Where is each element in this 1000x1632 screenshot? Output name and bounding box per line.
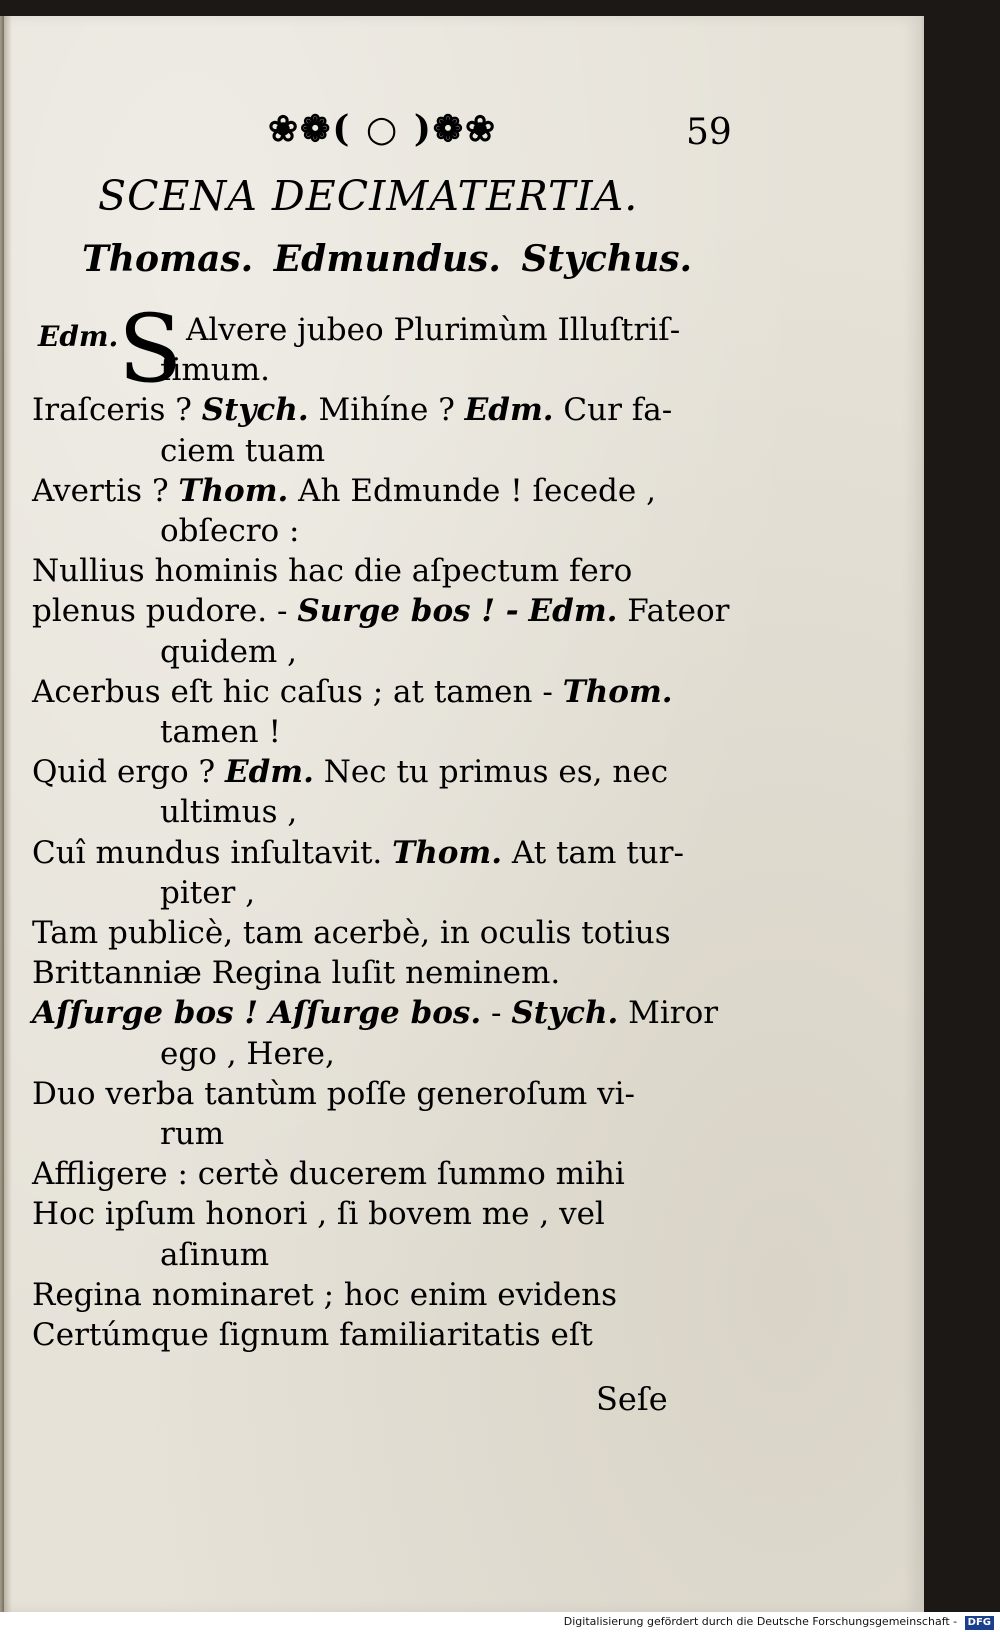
speaker-label: Thom. xyxy=(562,673,673,710)
verse-fragment: ciem tuam xyxy=(160,432,326,469)
verse-line xyxy=(32,1156,625,1192)
digitization-footer xyxy=(0,1612,1000,1632)
verse-fragment: - xyxy=(481,995,512,1032)
verse-fragment: Quid ergo ? xyxy=(32,754,225,791)
verse-fragment: Duo verba tantùm poſſe generoſum vi- xyxy=(32,1075,636,1112)
verse-line xyxy=(32,392,672,428)
verse-line xyxy=(32,955,560,991)
verse-line xyxy=(160,513,299,549)
verse-line xyxy=(32,915,671,951)
character-list: Thomas. Edmundus. Stychus. xyxy=(82,238,693,280)
verse-fragment: Acerbus eſt hic caſus ; at tamen - xyxy=(32,673,563,710)
verse-fragment: tamen ! xyxy=(160,714,281,750)
verse-fragment: rum xyxy=(160,1116,225,1152)
verse-line xyxy=(32,473,656,509)
verse-fragment: Avertis ? xyxy=(32,472,179,509)
speaker-label: Thom. xyxy=(178,472,289,509)
verse-fragment: Ah Edmunde ! ſecede , xyxy=(288,472,656,509)
first-speaker: Edm. xyxy=(38,320,119,353)
verse-fragment: Cuî mundus inſultavit. xyxy=(32,834,393,871)
verse-fragment: Hoc ipſum honori , ſi bovem me , vel xyxy=(32,1196,605,1233)
verse-line xyxy=(160,433,325,469)
verse-fragment: At tam tur- xyxy=(502,834,684,871)
verse-fragment: Mihíne ? xyxy=(308,392,465,429)
footer-text: Digitalisierung gefördert durch die Deutsche Forschungsgemeinschaft - xyxy=(563,1615,958,1628)
catchword: Seſe xyxy=(596,1380,668,1418)
speaker-label: Stych. xyxy=(511,995,619,1032)
drop-cap: S xyxy=(118,295,183,404)
verse-fragment: Nec tu primus es, nec xyxy=(313,754,669,791)
speaker-label: Edm. xyxy=(464,392,554,429)
verse-fragment: Nullius hominis hac die aſpectum fero xyxy=(32,553,633,590)
dfg-logo: DFG xyxy=(965,1616,994,1630)
verse-line xyxy=(160,1116,224,1152)
verse-fragment: ultimus , xyxy=(160,794,298,831)
verse-fragment: Alvere jubeo Plurimùm Illuſtriſ- xyxy=(186,312,681,348)
verse-fragment: Cur fa- xyxy=(553,392,673,429)
verse-line xyxy=(32,593,729,629)
speaker-label: Stych. xyxy=(201,392,309,429)
verse-fragment: piter , xyxy=(160,874,256,911)
verse-line xyxy=(32,1076,635,1112)
verse-fragment: Certúmque ſignum familiaritatis eſt xyxy=(32,1317,593,1353)
verse-fragment: Miror xyxy=(618,995,719,1032)
verse-line xyxy=(160,714,281,750)
speaker-label: Aſſurge bos ! Aſſurge bos. xyxy=(32,995,482,1032)
speaker-label: Thom. xyxy=(392,834,503,871)
verse-fragment: Fateor xyxy=(617,593,730,630)
verse-line xyxy=(32,553,632,589)
scene-title: SCENA DECIMATERTIA. xyxy=(98,172,639,220)
verse-line xyxy=(32,835,684,871)
verse-fragment xyxy=(519,593,529,629)
page-number: 59 xyxy=(686,112,732,153)
verse-line xyxy=(32,1277,617,1313)
verse-line xyxy=(32,754,668,790)
verse-fragment: Affligere : certè ducerem ſummo mihi xyxy=(32,1156,625,1193)
speaker-label: Surge bos ! - xyxy=(297,593,519,630)
verse-line xyxy=(32,1317,593,1353)
header-ornament: ❀❁( ○ )❁❀ xyxy=(268,108,498,150)
verse-line xyxy=(160,794,297,830)
verse-fragment: Tam publicè, tam acerbè, in oculis totius xyxy=(32,915,671,951)
verse-line xyxy=(160,634,297,670)
verse-fragment: plenus pudore. - xyxy=(32,593,298,630)
verse-fragment: Iraſceris ? xyxy=(32,392,202,429)
verse-fragment: ſimum. xyxy=(160,352,270,389)
verse-fragment: Regina nominaret ; hoc enim evidens xyxy=(32,1276,618,1313)
page-gutter-shadow xyxy=(0,16,12,1612)
verse-line xyxy=(32,1196,605,1232)
verse-fragment: quidem , xyxy=(160,633,298,670)
verse-line xyxy=(186,312,680,348)
verse-line xyxy=(160,1237,269,1273)
verse-fragment: ego , Here, xyxy=(160,1035,335,1072)
verse-line xyxy=(32,674,673,710)
verse-fragment: aſinum xyxy=(160,1236,270,1273)
verse-line xyxy=(160,352,270,388)
verse-line xyxy=(160,1036,335,1072)
verse-line xyxy=(160,875,255,911)
speaker-label: Edm. xyxy=(225,754,314,791)
speaker-label: Edm. xyxy=(528,593,618,630)
verse-fragment: obſecro : xyxy=(160,513,300,549)
verse-fragment: Brittanniæ Regina luſit neminem. xyxy=(32,955,561,992)
verse-line xyxy=(32,995,718,1031)
